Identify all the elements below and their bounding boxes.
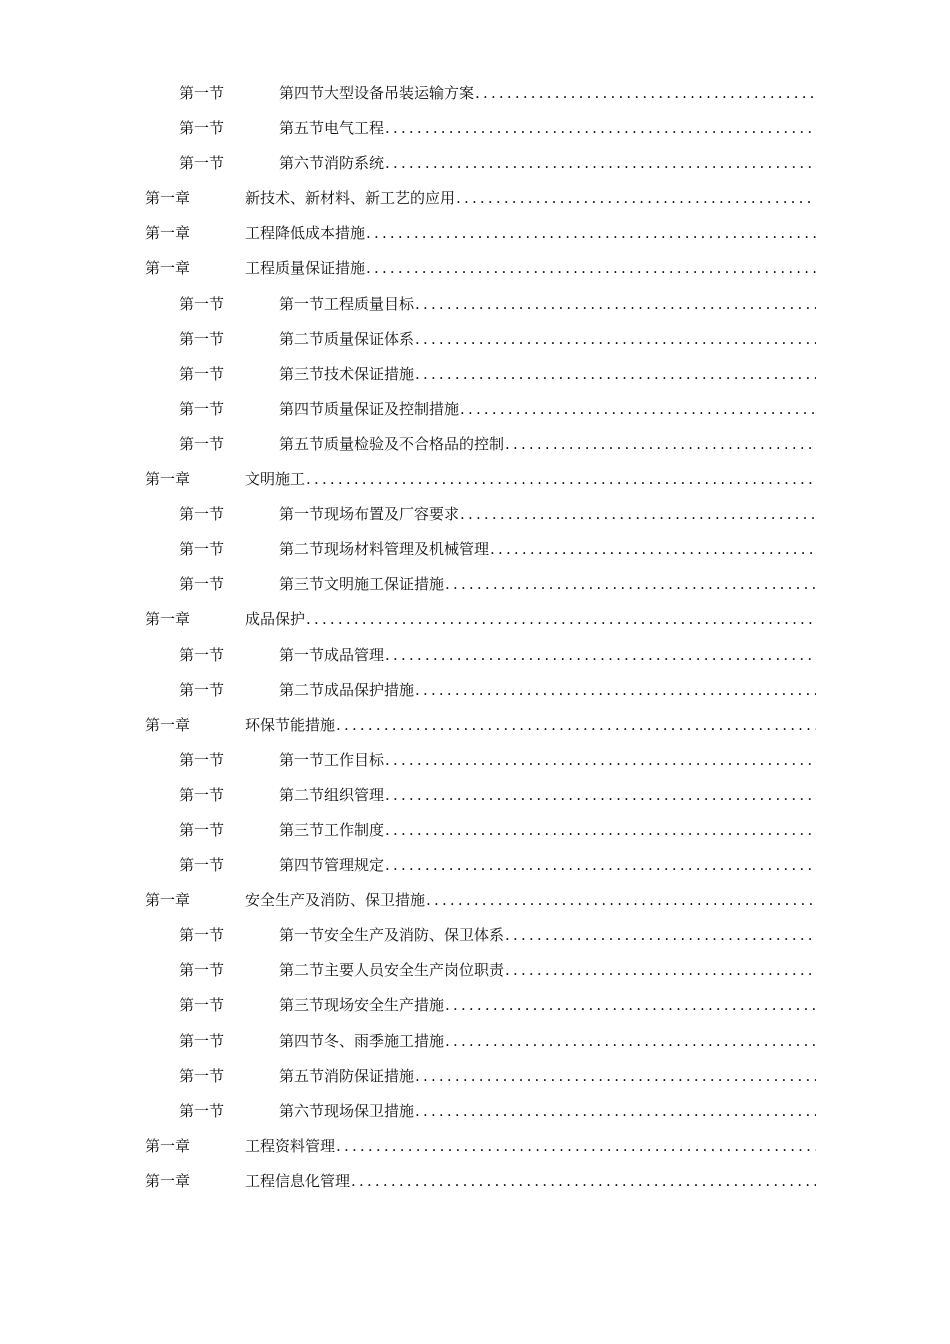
toc-chapter-entry[interactable] <box>0 602 950 637</box>
toc-dot-leader <box>505 918 816 953</box>
toc-chapter-entry[interactable] <box>0 462 950 497</box>
toc-dot-leader <box>445 567 816 602</box>
toc-entry-title: 安全生产及消防、保卫措施 <box>245 891 426 910</box>
toc-dot-leader <box>385 111 816 146</box>
toc-entry-number: 第一节 <box>179 294 225 313</box>
toc-entry-title: 第一节工程质量目标 <box>279 294 415 313</box>
toc-section-entry[interactable] <box>0 532 950 567</box>
toc-entry-number: 第一章 <box>145 470 191 489</box>
toc-entry-number: 第一章 <box>145 259 191 278</box>
toc-entry-title: 第四节大型设备吊装运输方案 <box>279 84 475 102</box>
toc-entry-title: 第二节成品保护措施 <box>279 680 415 699</box>
toc-entry-number: 第一节 <box>179 820 225 839</box>
toc-section-entry[interactable] <box>0 497 950 532</box>
toc-entry-line <box>279 778 816 813</box>
toc-entry-title: 第一节成品管理 <box>279 645 385 664</box>
toc-entry-title: 第三节现场安全生产措施 <box>279 996 445 1015</box>
toc-entry-number: 第一章 <box>145 891 191 910</box>
toc-entry-number: 第一节 <box>179 505 225 524</box>
toc-dot-leader <box>415 322 816 357</box>
toc-section-entry[interactable] <box>0 1094 950 1129</box>
toc-entry-line <box>279 988 816 1023</box>
toc-entry-line <box>279 918 816 953</box>
toc-entry-title: 第二节主要人员安全生产岗位职责 <box>279 961 505 980</box>
toc-entry-line <box>245 883 816 918</box>
toc-entry-line <box>279 567 816 602</box>
toc-entry-line <box>279 427 816 462</box>
toc-entry-number: 第一章 <box>145 1136 191 1155</box>
toc-section-entry[interactable] <box>0 76 950 111</box>
toc-entry-title: 第六节消防系统 <box>279 154 385 173</box>
toc-entry-number: 第一节 <box>179 996 225 1015</box>
toc-entry-line <box>279 497 816 532</box>
toc-entry-line <box>279 287 816 322</box>
toc-entry-number: 第一章 <box>145 610 191 629</box>
toc-dot-leader <box>366 251 816 286</box>
toc-dot-leader <box>385 813 816 848</box>
toc-section-entry[interactable] <box>0 743 950 778</box>
toc-entry-number: 第一节 <box>179 119 225 138</box>
toc-section-entry[interactable] <box>0 778 950 813</box>
toc-entry-line <box>279 953 816 988</box>
toc-entry-title: 第四节管理规定 <box>279 856 385 875</box>
toc-entry-title: 第三节技术保证措施 <box>279 364 415 383</box>
toc-section-entry[interactable] <box>0 673 950 708</box>
toc-entry-number: 第一节 <box>179 926 225 945</box>
toc-entry-line <box>245 1164 816 1199</box>
toc-entry-title: 文明施工 <box>245 470 306 489</box>
toc-entry-number: 第一章 <box>145 715 191 734</box>
toc-dot-leader <box>336 1129 816 1164</box>
toc-entry-line <box>279 146 816 181</box>
toc-entry-line <box>279 673 816 708</box>
toc-entry-title: 第三节文明施工保证措施 <box>279 575 445 594</box>
toc-entry-number: 第一节 <box>179 399 225 418</box>
toc-section-entry[interactable] <box>0 1059 950 1094</box>
toc-dot-leader <box>385 146 816 181</box>
toc-entry-title: 工程降低成本措施 <box>245 224 366 243</box>
toc-entry-title: 工程信息化管理 <box>245 1171 351 1190</box>
toc-chapter-entry[interactable] <box>0 708 950 743</box>
toc-entry-title: 第二节质量保证体系 <box>279 329 415 348</box>
toc-dot-leader <box>306 462 816 497</box>
toc-dot-leader <box>385 743 816 778</box>
toc-dot-leader <box>415 357 816 392</box>
toc-entry-line <box>279 1094 816 1129</box>
toc-entry-title: 工程资料管理 <box>245 1136 336 1155</box>
toc-entry-line <box>245 251 816 286</box>
toc-entry-title: 第一节安全生产及消防、保卫体系 <box>279 926 505 945</box>
table-of-contents <box>0 76 950 1199</box>
toc-dot-leader <box>415 673 816 708</box>
toc-dot-leader <box>385 778 816 813</box>
toc-entry-number: 第一节 <box>179 961 225 980</box>
toc-dot-leader <box>366 216 816 251</box>
toc-section-entry[interactable] <box>0 638 950 673</box>
toc-section-entry[interactable] <box>0 848 950 883</box>
toc-dot-leader <box>505 427 816 462</box>
toc-section-entry[interactable] <box>0 392 950 427</box>
toc-entry-number: 第一节 <box>179 329 225 348</box>
toc-section-entry[interactable] <box>0 287 950 322</box>
toc-entry-title: 第二节现场材料管理及机械管理 <box>279 540 490 559</box>
toc-dot-leader <box>306 602 816 637</box>
toc-dot-leader <box>475 76 816 111</box>
toc-entry-line <box>279 322 816 357</box>
toc-entry-line <box>245 602 816 637</box>
toc-dot-leader <box>415 1059 816 1094</box>
toc-entry-number: 第一节 <box>179 434 225 453</box>
toc-entry-number: 第一节 <box>179 540 225 559</box>
toc-entry-number: 第一章 <box>145 1171 191 1190</box>
toc-entry-title: 第四节质量保证及控制措施 <box>279 399 460 418</box>
toc-dot-leader <box>415 1094 816 1129</box>
toc-entry-title: 第三节工作制度 <box>279 820 385 839</box>
toc-entry-number: 第一节 <box>179 1031 225 1050</box>
toc-chapter-entry[interactable] <box>0 181 950 216</box>
toc-entry-title: 第四节冬、雨季施工措施 <box>279 1031 445 1050</box>
toc-section-entry[interactable] <box>0 146 950 181</box>
toc-entry-number: 第一节 <box>179 645 225 664</box>
toc-entry-number: 第一节 <box>179 364 225 383</box>
toc-chapter-entry[interactable] <box>0 883 950 918</box>
toc-dot-leader <box>415 287 816 322</box>
toc-entry-line <box>279 111 816 146</box>
toc-entry-title: 新技术、新材料、新工艺的应用 <box>245 189 456 208</box>
toc-entry-number: 第一节 <box>179 1101 225 1120</box>
toc-section-entry[interactable] <box>0 1024 950 1059</box>
toc-chapter-entry[interactable] <box>0 1164 950 1199</box>
toc-entry-line <box>279 1024 816 1059</box>
toc-entry-number: 第一节 <box>179 575 225 594</box>
toc-dot-leader <box>385 848 816 883</box>
toc-entry-title: 工程质量保证措施 <box>245 259 366 278</box>
toc-entry-number: 第一节 <box>179 1066 225 1085</box>
toc-dot-leader <box>351 1164 816 1199</box>
toc-entry-title: 第六节现场保卫措施 <box>279 1101 415 1120</box>
toc-entry-line <box>279 813 816 848</box>
toc-entry-line <box>279 392 816 427</box>
toc-entry-line <box>245 462 816 497</box>
toc-section-entry[interactable] <box>0 813 950 848</box>
toc-entry-title: 第二节组织管理 <box>279 785 385 804</box>
toc-entry-title: 成品保护 <box>245 610 306 629</box>
toc-entry-line <box>245 181 816 216</box>
toc-entry-line <box>245 216 816 251</box>
toc-dot-leader <box>426 883 816 918</box>
toc-entry-line <box>279 743 816 778</box>
toc-entry-number: 第一节 <box>179 750 225 769</box>
toc-chapter-entry[interactable] <box>0 251 950 286</box>
toc-section-entry[interactable] <box>0 357 950 392</box>
toc-entry-number: 第一节 <box>179 84 225 102</box>
toc-entry-number: 第一节 <box>179 154 225 173</box>
toc-entry-number: 第一节 <box>179 856 225 875</box>
toc-entry-number: 第一节 <box>179 785 225 804</box>
toc-section-entry[interactable] <box>0 953 950 988</box>
toc-entry-number: 第一章 <box>145 189 191 208</box>
toc-entry-line <box>279 638 816 673</box>
toc-entry-number: 第一章 <box>145 224 191 243</box>
toc-entry-line <box>279 848 816 883</box>
toc-section-entry[interactable] <box>0 427 950 462</box>
toc-entry-title: 第一节现场布置及厂容要求 <box>279 505 460 524</box>
toc-entry-line <box>279 357 816 392</box>
toc-dot-leader <box>505 953 816 988</box>
toc-dot-leader <box>385 638 816 673</box>
toc-entry-title: 第五节消防保证措施 <box>279 1066 415 1085</box>
toc-section-entry[interactable] <box>0 988 950 1023</box>
toc-dot-leader <box>490 532 816 567</box>
toc-entry-title: 第一节工作目标 <box>279 750 385 769</box>
toc-entry-title: 第五节电气工程 <box>279 119 385 138</box>
toc-chapter-entry[interactable] <box>0 1129 950 1164</box>
toc-dot-leader <box>456 181 816 216</box>
toc-entry-title: 环保节能措施 <box>245 715 336 734</box>
toc-section-entry[interactable] <box>0 918 950 953</box>
toc-entry-line <box>279 532 816 567</box>
toc-entry-line <box>279 76 816 111</box>
toc-dot-leader <box>445 988 816 1023</box>
toc-chapter-entry[interactable] <box>0 216 950 251</box>
toc-section-entry[interactable] <box>0 322 950 357</box>
toc-section-entry[interactable] <box>0 567 950 602</box>
toc-entry-line <box>279 1059 816 1094</box>
toc-dot-leader <box>460 497 816 532</box>
toc-dot-leader <box>445 1024 816 1059</box>
toc-section-entry[interactable] <box>0 111 950 146</box>
toc-dot-leader <box>336 708 816 743</box>
toc-dot-leader <box>460 392 816 427</box>
toc-entry-title: 第五节质量检验及不合格品的控制 <box>279 434 505 453</box>
toc-entry-line <box>245 708 816 743</box>
toc-entry-line <box>245 1129 816 1164</box>
toc-entry-number: 第一节 <box>179 680 225 699</box>
